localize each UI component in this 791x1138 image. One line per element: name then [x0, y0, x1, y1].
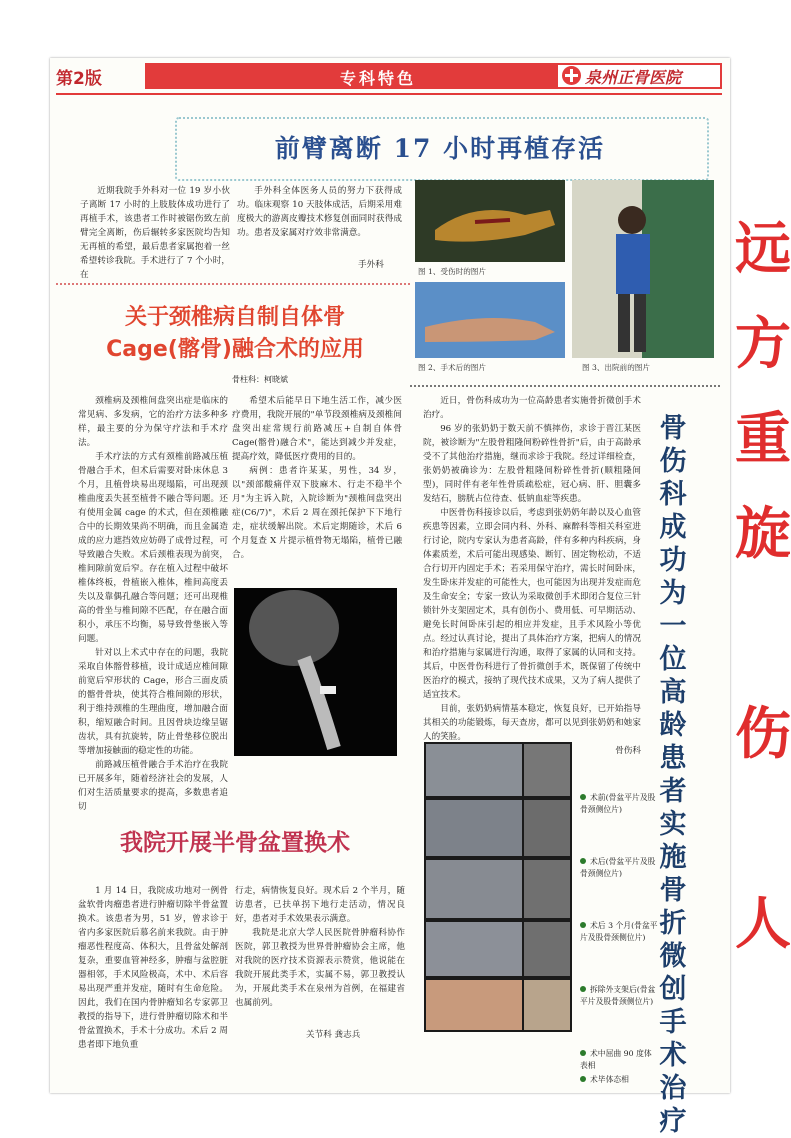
- article3-divider: [410, 385, 720, 389]
- article2-divider: [56, 283, 410, 287]
- caption-3: 图 3、出院前的图片: [582, 363, 650, 372]
- article2-para6: 病例：患者许某某，男性，34 岁，以"颈部酸痛伴双下肢麻木、行走不稳半个月"为主诉入院，入院诊断为"颈椎间盘突出症(C6/7)"，术后 2 周在颈托保护下下地行走，症状缓解出院。术后定期随诊，术后 6 个月复查 X 片提示植骨物无塌陷，植骨已融合。: [232, 466, 402, 560]
- after-surgery-photo-svg: [415, 282, 565, 358]
- photo-injury: [415, 180, 565, 262]
- section-title: 专科特色: [340, 69, 417, 88]
- xray-caption-2: [580, 856, 658, 880]
- bullet-icon: [580, 858, 586, 864]
- side-char-3: 重: [735, 407, 791, 472]
- bullet-icon: [580, 1076, 586, 1082]
- hip-xray-svg: [424, 742, 572, 1032]
- side-char-4: 旋: [735, 502, 791, 567]
- article1-col2: [237, 184, 402, 240]
- caption-1: 图 1、受伤时的图片: [418, 267, 486, 276]
- article2-para4: 前路减压植骨融合手术治疗在我院已开展多年，随着经济社会的发展，人们对生活质量要求的提高，多数患者追切: [78, 760, 228, 812]
- article2-para5: 希望术后能早日下地生活工作，减少医疗费用，我院开展的"单节段颈椎病及颈椎间盘突出症常规行前路减压+自制自体骨 Cage(髂骨)融合术"，能达到减少并发症，提高疗效，降低医疗费用的目的。: [232, 396, 402, 462]
- xray-caption-text-2: 术后(骨盆平片及股骨颈侧位片): [580, 857, 656, 878]
- xray-caption-text-5: 术中屈曲 90 度体表相: [580, 1049, 652, 1070]
- injury-photo-svg: [415, 180, 565, 262]
- article2-col2: [232, 394, 402, 562]
- article4-sign: 关节科 龚志兵: [306, 1030, 361, 1040]
- article3-para3: 中医骨伤科接诊以后，考虑到张奶奶年龄以及心血管疾患等因素，立即会同内科、外科、麻醉科等相关科室进行讨论，院内专家认为患者高龄，伴有多种内科疾病，身体素质差，术后可能出现感染、断钉、固定物松动，不适合行切开内固定手术；若采用保守治疗，需长时间卧床，发生卧床并发症的可能性大，也可能因为出现并发症而危及生命安全；专家一致认为采取微创手术即闭合复位三针锁针外支架固定术，具有创伤小、费用低、可早期活动、避免长时间卧床引起的相应并发症，且手术风险小等优点。经过认真讨论，提出了具体治疗方案，把病人的情况和治疗措施与家属进行沟通，取得了家属的认同和支持。其后，中医骨伤科进行了骨折微创手术，既保留了传统中医治疗的模式，接纳了现代技术成果，又为了病人提供了适宜技术。: [423, 508, 641, 700]
- xray-caption-5: [580, 1048, 658, 1072]
- xray-caption-6: [580, 1074, 658, 1086]
- discharge-photo-svg: [572, 180, 714, 358]
- article1-col1: [80, 184, 230, 282]
- article3-para4: 目前，张奶奶病情基本稳定，恢复良好，已开始指导其相关的功能锻炼，每天查房，都可以见到张奶奶和她家人的笑脸。: [423, 704, 641, 742]
- xray-caption-text-3: 术后 3 个月(骨盆平片及股骨颈侧位片): [580, 921, 658, 942]
- bullet-icon: [580, 922, 586, 928]
- hospital-name: 泉州正骨医院: [585, 68, 682, 87]
- xray-caption-3: [580, 920, 658, 944]
- side-char-2: 方: [735, 312, 791, 377]
- article3-para2: 96 岁的张奶奶于数天前不慎摔伤，求诊于晋江某医院，被诊断为"左股骨粗隆间粉碎性骨折"后，由于高龄承受不了其他治疗措施，继而求诊于我院。经过详细检查，张奶奶被确诊为：左股骨粗隆间粉碎性骨折(顺粗隆间型)，同时伴有老年性骨质疏松症，冠心病、肝、胆囊多发结石，膀胱占位待查、低钠血症等疾患。: [423, 424, 641, 504]
- bullet-icon: [580, 1050, 586, 1056]
- photo-after-surgery: [415, 282, 565, 358]
- article1-para2: 手外科全体医务人员的努力下获得成功。临床观察 10 天肢体成活，后期采用难度极大的游离皮瓣技术修复创面同时获得成功。患者及家属对疗效非常满意。: [237, 186, 402, 238]
- side-char-5: 伤: [735, 702, 791, 767]
- photo-discharge: [572, 180, 714, 358]
- cervical-xray: [234, 588, 397, 756]
- article2-para2: 手术疗法的方式有颈椎前路减压植骨融合手术，但术后需要对卧床休息 3 个月，且植骨块易出现塌陷，可出现颈椎曲度丢失甚至植骨不融合等问题。还有使用金属 cage 的术式，但在颈椎融合中的长期效果尚不明确，而且金属造成的应力遮挡效应妨碍了成骨过程，可导致融合失败。术后颈椎表现为前突，椎间隙前宽后窄。存在植入过程中破坏椎体终板，骨植嵌入椎体，椎间高度丢失以及靠偶孔融合等问题；还可出现椎高的骨坐与椎间隙不匹配，存在融合面积小，承压不均衡，易导致骨垫嵌入等问题。: [78, 452, 228, 644]
- xray-caption-text-1: 术前(骨盆平片及股骨颈侧位片): [580, 793, 656, 814]
- xray-caption-4: [580, 984, 658, 1008]
- article4-title: 我院开展半骨盆置换术: [120, 830, 350, 856]
- xray-caption-text-6: 术毕体态相: [590, 1075, 629, 1084]
- xray-caption-text-4: 拆除外支架后(骨盆平片及股骨颈侧位片): [580, 985, 656, 1006]
- article2-title: [60, 302, 410, 366]
- cross-logo-icon: [562, 66, 581, 85]
- article3-text: [423, 394, 641, 758]
- article2-para3: 针对以上术式中存在的问题，我院采取自体髂骨移植，设计成适应椎间隙前宽后窄形状的 Cage，形合三面皮质的髂骨骨块，使其符合椎间隙的形状，利于维持颈椎的生理曲度，增加融合面积，缩短融合时间。且因骨块边缘呈锯齿状，具有抗旋转，防止骨垫移位脱出等增加接触面的稳定性的功能。: [78, 648, 228, 756]
- article2-title-line1: 关于颈椎病自制自体骨: [124, 305, 345, 330]
- article3-vertical-title: 骨伤科成功为一位高龄患者实施骨折微创手术治疗: [659, 413, 687, 1137]
- article4-col2: [235, 884, 405, 1010]
- article1-sign: 手外科: [358, 260, 384, 270]
- hip-xray-grid: [424, 742, 572, 1032]
- bullet-icon: [580, 794, 586, 800]
- article2-para1: 颈椎病及颈椎间盘突出症是临床的常见病、多发病，它的治疗方法多种多样，最主要的分为保守疗法和手术疗法。: [78, 396, 228, 448]
- xray-caption-1: [580, 792, 658, 816]
- side-char-1: 远: [735, 217, 791, 282]
- article1-para1: 近期我院手外科对一位 19 岁小伙子离断 17 小时的上肢肢体成功进行了再植手术，该患者工作时被锯伤致左前臂完全离断，伤后辗转多家医院均告知无再植的希望，最后患者家属抱着一丝希望转诊我院。手术进行了 7 个小时，在: [80, 186, 230, 280]
- article2-author: 骨柱科：柯晓斌: [232, 375, 288, 384]
- article3-sign: 骨伤科: [615, 746, 641, 756]
- article3-para1: 近日，骨伤科成功为一位高龄患者实施骨折微创手术治疗。: [423, 396, 641, 420]
- article1-title: 前臂离断 17 小时再植存活: [274, 134, 606, 163]
- article4-para3: 我院是北京大学人民医院骨肿瘤科协作医院，郭卫教授为世界骨肿瘤协会主席，他对我院的医疗技术资源表示赞赏，他说能在我院开展此类手术，实属不易，郭卫教授认为，开展此类手术在泉州为首例，在福建省也属前列。: [235, 928, 405, 1008]
- caption-2: 图 2、手术后的图片: [418, 363, 486, 372]
- article2-title-line2: Cage(髂骨)融合术的应用: [106, 337, 364, 362]
- article4-para2: 行走，病情恢复良好。现术后 2 个半月，随访患者，已扶单拐下地行走活动，情况良好，患者对手术效果表示满意。: [235, 886, 405, 924]
- bullet-icon: [580, 986, 586, 992]
- cervical-xray-svg: [234, 588, 397, 756]
- side-char-6: 人: [735, 892, 791, 957]
- article2-col1: [78, 394, 228, 814]
- header-rule: [56, 93, 722, 95]
- article4-col1: [78, 884, 228, 1052]
- xray-caption-list: [580, 792, 658, 1126]
- article4-para1: 1 月 14 日，我院成功地对一例骨盆软骨肉瘤患者进行肿瘤切除半骨盆置换术。该患者为男，51 岁，曾求诊于省内多家医院后慕名前来我院。由于肿瘤恶性程度高、体积大，且骨盆处解剖复杂，重要血管神经多，肿瘤与盆腔脏器相邻，手术风险极高，术中、术后容易出现严重并发症，随时有生命危险。因此，我们在国内骨肿瘤知名专家郭卫教授的指导下，进行骨肿瘤切除术和半骨盆置换术，手术十分成功。术后 2 周患者即下地负重: [78, 886, 228, 1050]
- edition-label: 第2版: [56, 69, 102, 89]
